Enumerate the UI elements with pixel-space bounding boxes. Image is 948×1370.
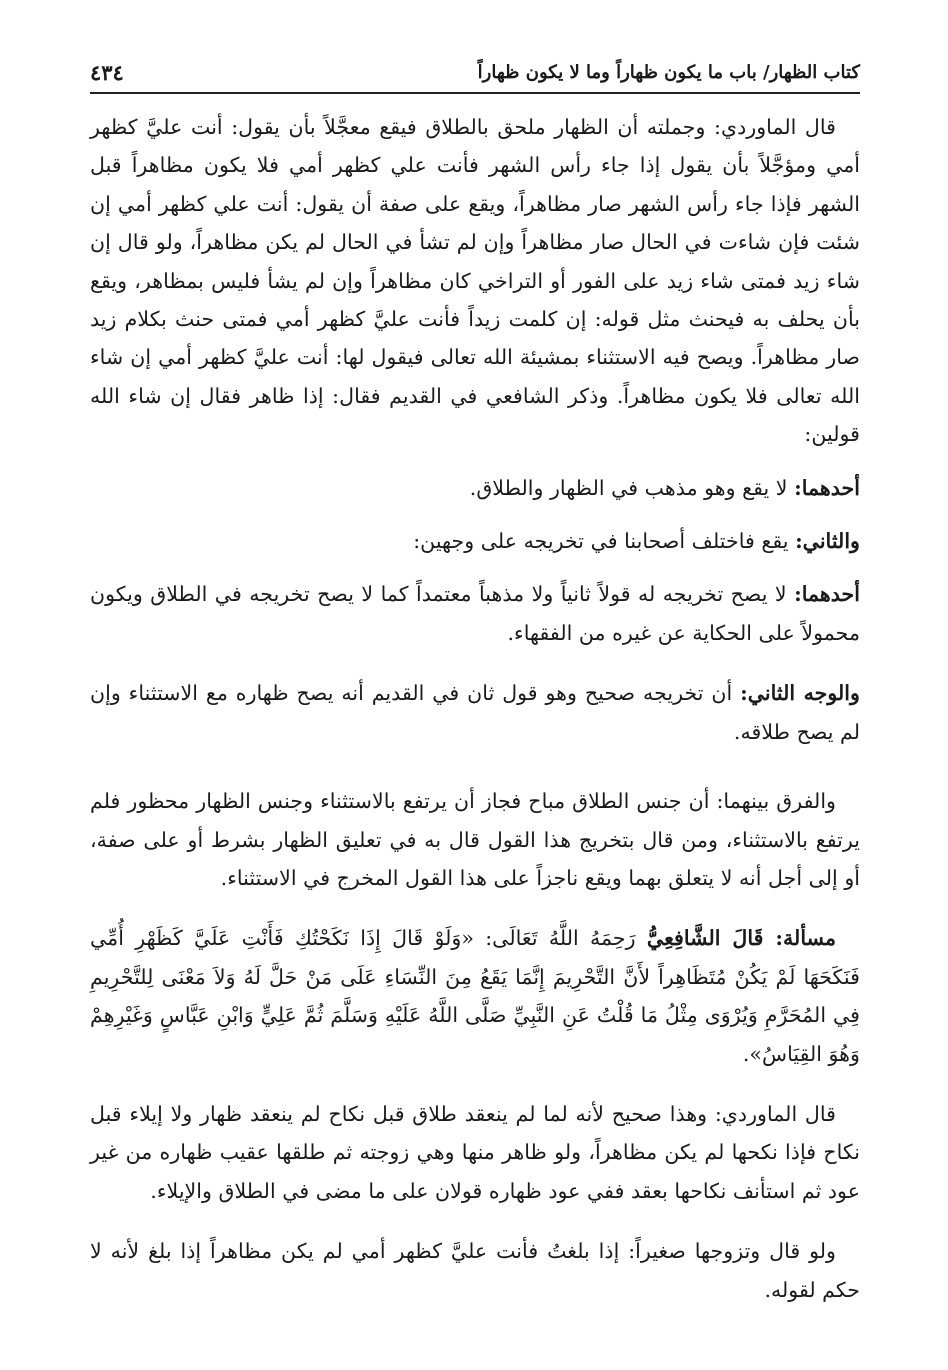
page [90,48,860,1309]
paragraph [90,1095,860,1210]
paragraph-text: قال الماوردي: وهذا صحيح لأنه لما لم ينعقد طلاق قبل نكاح لم ينعقد ظهار ولا إيلاء قبل نكاح فإذا نكحها لم يكن مظاهراً، ولو ظاهر منها وهي زوجته ثم طلقها عقيب ظهاره من غير عود ثم استأنف نكاحها بعقد ففي عود ظهاره قولان على ما مضى في الطلاق والإيلاء. [90,1101,860,1203]
paragraph [90,469,860,507]
paragraph [90,674,860,751]
paragraph-text: قال الماوردي: وجملته أن الظهار ملحق بالطلاق فيقع معجَّلاً بأن يقول: أنت عليَّ كظهر أمي ومؤجَّلاً بأن يقول إذا جاء رأس الشهر فأنت علي كظهر أمي فلا يكون مظاهراً قبل الشهر فإذا جاء رأس الشهر صار مظاهراً، ويقع على صفة أن يقول: أنت علي كظهر أمي إن شئت فإن شاءت في الحال صار مظاهراً وإن لم تشأ في الحال لم يكن مظاهراً، ولو قال إن شاء زيد فمتى شاء زيد على الفور أو التراخي كان مظاهراً وإن لم يشأ فليس بمظاهر، ويقع بأن يحلف به فيحنث مثل قوله: إن كلمت زيداً فأنت عليَّ كظهر أمي فمتى حنث بكلام زيد صار مظاهراً. ويصح فيه الاستثناء بمشيئة الله تعالى فيقول لها: أنت عليَّ كظهر أمي إن شاء الله تعالى فلا يكون مظاهراً. وذكر الشافعي في القديم فقال: إذا ظاهر فقال إن شاء الله قولين: [90,115,860,447]
paragraph-lead: أحدهما: [794,475,860,500]
paragraph-text: رَحِمَهُ اللَّهُ تَعَالَى: «وَلَوْ قَالَ إِذَا نَكَحْتُكِ فَأَنْتِ عَلَيَّ كَظَهْرِ أُمِّي فَنَكَحَهَا لَمْ يَكُنْ مُتَظَاهِراً لأَنَّ التَّحْرِيمَ إِنَّمَا يَقَعُ مِنَ النِّسَاءِ عَلَى مَنْ حَلَّ لَهُ وَلاَ مَعْنَى لِلتَّحْرِيمِ فِي المُحَرَّمِ وَيُرْوَى مِثْلُ مَا قُلْتُ عَنِ النَّبِيِّ صَلَّى اللَّهُ عَلَيْهِ وَسَلَّمَ ثُمَّ عَلِيٍّ وَابْنِ عَبَّاسٍ وَغَيْرِهِمْ وَهُوَ القِيَاسُ». [90,926,860,1066]
paragraph-lead: مسألة: قَالَ الشَّافِعِيُّ [646,926,836,951]
paragraph [90,575,860,652]
paragraph [90,919,860,1073]
paragraph [90,522,860,560]
paragraph-lead: أحدهما: [794,582,860,607]
paragraph-lead: والثاني: [795,529,860,554]
paragraph [90,108,860,454]
paragraph-lead: والوجه الثاني: [740,681,860,706]
paragraph-text: ولو قال وتزوجها صغيراً: إذا بلغتُ فأنت عليَّ كظهر أمي لم يكن مظاهراً إذا بلغ لأنه لا حكم لقوله. [90,1239,860,1302]
paragraph-text: لا يصح تخريجه له قولاً ثانياً ولا مذهباً معتمداً كما لا يصح تخريجه في الطلاق ويكون محمولاً على الحكاية عن غيره من الفقهاء. [90,582,860,645]
running-title: كتاب الظهار/ باب ما يكون ظهاراً وما لا يكون ظهاراً [477,62,860,83]
paragraph-text: يقع فاختلف أصحابنا في تخريجه على وجهين: [413,529,796,554]
paragraph-text: لا يقع وهو مذهب في الظهار والطلاق. [469,475,795,500]
paragraph-text: أن تخريجه صحيح وهو قول ثان في القديم أنه يصح ظهاره مع الاستثناء وإن لم يصح طلاقه. [90,681,860,744]
page-number: ٤٣٤ [90,60,124,85]
paragraph [90,1232,860,1309]
paragraph-text: والفرق بينهما: أن جنس الطلاق مباح فجاز أن يرتفع بالاستثناء وجنس الظهار محظور فلم يرتفع بالاستثناء، ومن قال بتخريج هذا القول قال به في تعليق الظهار بشرط أو على صفة، أو إلى أجل أنه لا يتعلق بهما ويقع ناجزاً على هذا القول المخرج في الاستثناء. [90,789,861,890]
body-text [90,108,860,1309]
page-header [90,48,860,94]
paragraph [90,782,860,897]
